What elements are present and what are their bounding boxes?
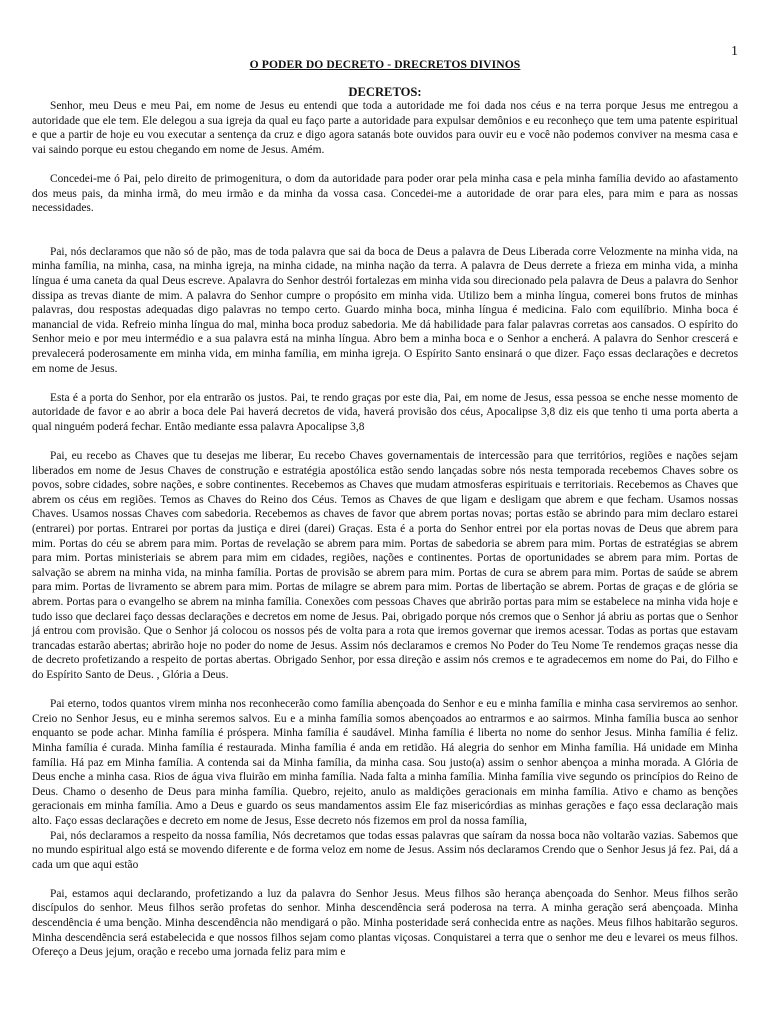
paragraph-4: Esta é a porta do Senhor, por ela entrarão os justos. Pai, te rendo graças por este dia, Pai, em nome de Jesus, essa pessoa se enche nesse momento de autoridade de favor e ao abrir a boca dele Pai haverá decretos de vida, haverá provisão dos céus, Apocalipse 3,8 diz eis que tenho ti uma porta aberta a qual ninguém poderá fechar. Então mediante essa palavra Apocalipse 3,8	[32, 391, 738, 433]
section-heading: DECRETOS:	[348, 85, 422, 99]
paragraph-5: Pai, eu recebo as Chaves que tu desejas me liberar, Eu recebo Chaves governamentais de intercessão para que territórios, regiões e nações sejam liberados em nome de Jesus Chaves de construção e estratégia apostólica estão sendo lançadas sobre nós nesta temporada recebemos Chaves sobre os povos, sobre cidades, sobre nações, e sobre continentes. Recebemos as Chaves que mudam atmosferas espirituais e territoriais. Recebemos as Chaves que abrem os céus em regiões. Temos as Chaves do Reino dos Céus. Temos as Chaves de que ligam e desligam que abrem e que fecham. Usamos nossas Chaves. Usamos nossas Chaves com sabedoria. Recebemos as chaves de favor que abrem portas novas; portas estão se abrindo para mim declaro estarei (entrarei) por portas. Entrarei por portas da justiça e direi (darei) Graças. Esta é a porta do Senhor entrei por ela portas novas de Deus que abrem para mim. Portas do céu se abrem para mim. Portas de revelação se abrem para mim. Portas de sabedoria se abrem para mim. Portas de estratégias se abrem para mim. Portas ministeriais se abrem para mim em cidades, regiões, nações e continentes. Portas de oportunidades se abrem para mim. Portas de salvação se abrem na minha vida, na minha família. Portas de provisão se abrem para mim. Portas de cura se abrem para mim. Portas de saúde se abrem para mim. Portas de livramento se abrem para mim. Portas de milagre se abrem para mim. Portas de libertação se abrem. Portas de graças e de glória se abrem. Portas para o evangelho se abrem na minha família. Conexões com pessoas Chaves que abrirão portas para mim se estabelece na minha vida hoje e tudo isso que declarei faço dessas declarações e decretos em nome de Jesus. Pai, obrigado porque nós cremos que o Senhor já abriu as portas que o Senhor já entrou com provisão. Que o Senhor já colocou os nossos pés de volta para a rota que iremos governar que iremos acessar. Todas as portas que estavam trancadas estarão abertas; abrirão hoje no poder do nome de Jesus. Assim nós declaramos e cremos No Poder do Teu Nome Te rendemos graças nesse dia de decreto profetizando a respeito de portas abertas. Obrigado Senhor, por essa direção e assim nós cremos e te agradecemos em nome do Pai, do Filho e do Espírito Santo de Deus. , Glória a Deus.	[32, 450, 738, 681]
paragraph-8: Pai, estamos aqui declarando, profetizando a luz da palavra do Senhor Jesus. Meus filhos são herança abençoada do Senhor. Meus filhos serão discípulos do senhor. Meus filhos serão profetas do senhor. Minha descendência será poderosa na terra. A minha geração será abençoada. Minha descendência é uma benção. Minha descendência não mendigará o pão. Minha posteridade será conhecida entre as nações. Meus filhos habitarão seguros. Minha descendência será estabelecida e que nossos filhos sejam como plantas viçosas. Conquistarei a terra que o senhor me deu e levarei os meus filhos. Ofereço a Deus jejum, oração e recebo uma jornada feliz para mim e	[32, 887, 738, 959]
page-number: 1	[731, 44, 738, 59]
paragraph-7: Pai, nós declaramos a respeito da nossa família, Nós decretamos que todas essas palavras que saíram da nossa boca não voltarão vazias. Sabemos que no mundo espiritual algo está se movendo diferente e de forma veloz em nome de Jesus. Assim nós declaramos Crendo que o Senhor Jesus já fez. Pai, dá a cada um que aqui estão	[32, 829, 738, 871]
document-page	[32, 40, 738, 960]
paragraph-1: Senhor, meu Deus e meu Pai, em nome de Jesus eu entendi que toda a autoridade me foi dada nos céus e na terra porque Jesus me entregou a autoridade que ele tem. Ele delegou a sua igreja da qual eu faço parte a autoridade para expulsar demônios e eu reconheço que tem uma patente espiritual e que a partir de hoje eu vou executar a sentença da cruz e digo agora satanás bote ouvidos para ouvir eu e você não podemos conviver na mesma casa e vai saindo porque eu estou chegando em nome de Jesus. Amém.	[32, 100, 738, 156]
document-title: O PODER DO DECRETO - DRECRETOS DIVINOS	[249, 58, 521, 71]
paragraph-3: Pai, nós declaramos que não só de pão, mas de toda palavra que sai da boca de Deus a palavra de Deus Liberada corre Velozmente na minha vida, na minha família, na minha, casa, na minha igreja, na minha cidade, na minha nação da terra. A palavra de Deus derrete a frieza em minha vida, a minha língua é uma caneta da qual Deus escreve. Apalavra do Senhor destrói fortalezas em minha vida sou direcionado pela palavra de Deus a palavra do Senhor dissipa as trevas diante de mim. A palavra do Senhor cumpre o propósito em minha vida. Utilizo bem a minha língua, comerei bons frutos de minhas palavras, dou respostas adequadas digo palavras no tempo certo. Guardo minha boca, minha língua é medicina. Falo com equilíbrio. Minha boca é manancial de vida. Refreio minha língua do mal, minha boca produz sabedoria. Me dá habilidade para falar palavras corretas aos cansados. O espírito do Senhor meio e por meu intermédio e a sua palavra está na minha língua. Abro bem a minha boca e o Senhor a encherá. A palavra do Senhor crescerá e prevalecerá poderosamente em minha vida, em minha família, em minha igreja. O Espírito Santo ensinará o que dizer. Faço essas declarações e decretos em nome de Jesus.	[32, 245, 738, 375]
paragraph-6: Pai eterno, todos quantos virem minha nos reconhecerão como família abençoada do Senhor e eu e minha família e minha casa serviremos ao senhor. Creio no Senhor Jesus, eu e minha seremos salvos. Eu e a minha família somos abençoados ao entrarmos e ao sairmos. Minha família busca ao senhor enquanto se pode achar. Minha família é próspera. Minha família é saudável. Minha família é liberta no nome do senhor Jesus. Minha família é feliz. Minha família é curada. Minha família é restaurada. Minha família é anda em retidão. Há alegria do senhor em Minha família. Há unidade em Minha família. Há paz em Minha família. A contenda sai da Minha família, da minha casa. Sou justo(a) assim o senhor abençoa a minha morada. A Glória de Deus enche a minha casa. Rios de água viva fluirão em minha família. Nada falta a minha família. Minha família vive segundo os princípios do Reino de Deus. Chamo o desenho de Deus para minha família. Quebro, rejeito, anulo as maldições geracionais em minha família. Ativo e chamo as benções geracionais em minha família. Amo a Deus e guardo os seus mandamentos assim Ele faz misericórdias as minhas gerações e faço essa declaração mais alto. Faço essas declarações e decreto em nome de Jesus, Esse decreto nós fizemos em prol da nossa família,	[32, 698, 738, 827]
paragraph-2: Concedei-me ó Pai, pelo direito de primogenitura, o dom da autoridade para poder orar pela minha casa e pela minha família devido ao afastamento dos meus pais, da minha irmã, do meu irmão e da minha da vossa casa. Concedei-me a autoridade de orar para eles, para mim e para as nossas necessidades.	[32, 172, 738, 215]
